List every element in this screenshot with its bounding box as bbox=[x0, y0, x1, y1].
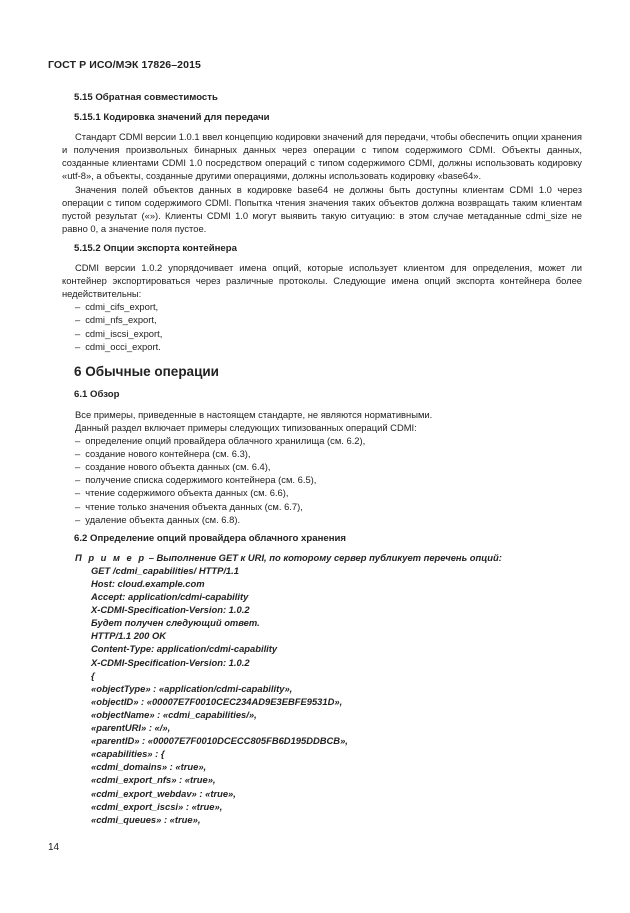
page-number: 14 bbox=[48, 842, 60, 853]
code-line: X-CDMI-Specification-Version: 1.0.2 bbox=[91, 656, 250, 668]
code-line: Content-Type: application/cdmi-capability bbox=[91, 643, 278, 655]
code-line: GET /cdmi_capabilities/ HTTP/1.1 bbox=[91, 564, 239, 576]
code-listing bbox=[91, 564, 582, 826]
code-line: X-CDMI-Specification-Version: 1.0.2 bbox=[91, 604, 250, 616]
paragraph: Стандарт CDMI версии 1.0.1 ввел концепцию кодировки значений для передачи, чтобы обеспечить опции хранения и получения произвольных бинарных данных через операции с типом содержимого CDMI. Объекты данных, созданные клиентами CDMI 1.0 посредством операций с типом содержимого CDMI, должны использовать кодировку «utf-8», а объекты, созданные другими операциями, должны использовать кодировку «base64». bbox=[62, 131, 582, 182]
example-label: П р и м е р bbox=[75, 551, 147, 563]
section-6-2-title: 6.2 Определение опций провайдера облачного хранения bbox=[74, 532, 347, 544]
code-line: Host: cloud.example.com bbox=[91, 578, 205, 589]
list-item: – cdmi_nfs_export, bbox=[75, 313, 582, 326]
list-item: – чтение только значения объекта данных (см. 6.7), bbox=[75, 500, 582, 513]
code-line: Будет получен следующий ответ. bbox=[91, 617, 260, 629]
code-line: «objectID» : «00007E7F0010CEC234AD9E3EBFE9531D», bbox=[91, 695, 343, 707]
code-line: «objectType» : «application/cdmi-capability», bbox=[91, 682, 293, 694]
code-line: Accept: application/cdmi-capability bbox=[91, 591, 249, 603]
code-line: { bbox=[91, 669, 95, 681]
list-item: – удаление объекта данных (см. 6.8). bbox=[75, 513, 582, 526]
list-item: – создание нового контейнера (см. 6.3), bbox=[75, 447, 582, 460]
section-6-1-title: 6.1 Обзор bbox=[74, 388, 120, 400]
code-line: «objectName» : «cdmi_capabilities/», bbox=[91, 708, 257, 720]
document-header: ГОСТ Р ИСО/МЭК 17826–2015 bbox=[48, 59, 201, 71]
list-item: – создание нового объекта данных (см. 6.4), bbox=[75, 460, 582, 473]
list-item: – cdmi_cifs_export, bbox=[75, 300, 582, 313]
code-line: «parentURI» : «/», bbox=[91, 722, 171, 734]
section-6-title: 6 Обычные операции bbox=[74, 363, 219, 379]
list-item: – чтение содержимого объекта данных (см. 6.6), bbox=[75, 486, 582, 499]
example-description: – Выполнение GET к URI, по которому сервер публикует перечень опций: bbox=[146, 551, 502, 563]
list-item: – определение опций провайдера облачного хранилища (см. 6.2), bbox=[75, 434, 582, 447]
paragraph: Все примеры, приведенные в настоящем стандарте, не являются нормативными. bbox=[75, 408, 433, 420]
code-line: «cdmi_domains» : «true», bbox=[91, 761, 207, 773]
code-line: «cdmi_export_webdav» : «true», bbox=[91, 787, 236, 799]
code-line: «capabilities» : { bbox=[91, 748, 165, 760]
code-line: «cdmi_export_nfs» : «true», bbox=[91, 774, 216, 786]
list-item: – cdmi_occi_export. bbox=[75, 340, 582, 353]
paragraph: Значения полей объектов данных в кодировке base64 не должны быть доступны клиентам CDMI 1.0 через операции с типом содержимого CDMI. Попытка чтения значения таких объектов должна возвращать таким клиентам пустой результат («»). Клиенты CDMI 1.0 могут выявить такую ситуацию: в этом случае метаданные cdmi_size не равно 0, а значение поля пустое. bbox=[62, 183, 582, 234]
code-line: «cdmi_export_iscsi» : «true», bbox=[91, 800, 223, 812]
code-line: «parentID» : «00007E7F0010DCECC805FB6D195DDBCB», bbox=[91, 735, 348, 747]
paragraph: CDMI версии 1.0.2 упорядочивает имена опций, которые использует клиентом для определения, может ли контейнер экспортироваться через различные протоколы. Следующие имена опций экспорта контейнера более недействительны: bbox=[62, 262, 582, 300]
section-5-15-1-title: 5.15.1 Кодировка значений для передачи bbox=[74, 112, 270, 124]
section-5-15-2-title: 5.15.2 Опции экспорта контейнера bbox=[74, 242, 237, 254]
section-5-15-title: 5.15 Обратная совместимость bbox=[74, 92, 218, 103]
operations-list bbox=[75, 434, 582, 526]
example-heading bbox=[75, 551, 582, 564]
paragraph: Данный раздел включает примеры следующих типизованных операций CDMI: bbox=[75, 421, 417, 433]
example-block bbox=[62, 551, 582, 826]
code-line: HTTP/1.1 200 OK bbox=[91, 630, 167, 642]
export-options-list bbox=[75, 300, 582, 352]
list-item: – получение списка содержимого контейнера (см. 6.5), bbox=[75, 473, 582, 486]
list-item: – cdmi_iscsi_export, bbox=[75, 327, 582, 340]
page-content bbox=[62, 91, 582, 826]
code-line: «cdmi_queues» : «true», bbox=[91, 813, 201, 825]
